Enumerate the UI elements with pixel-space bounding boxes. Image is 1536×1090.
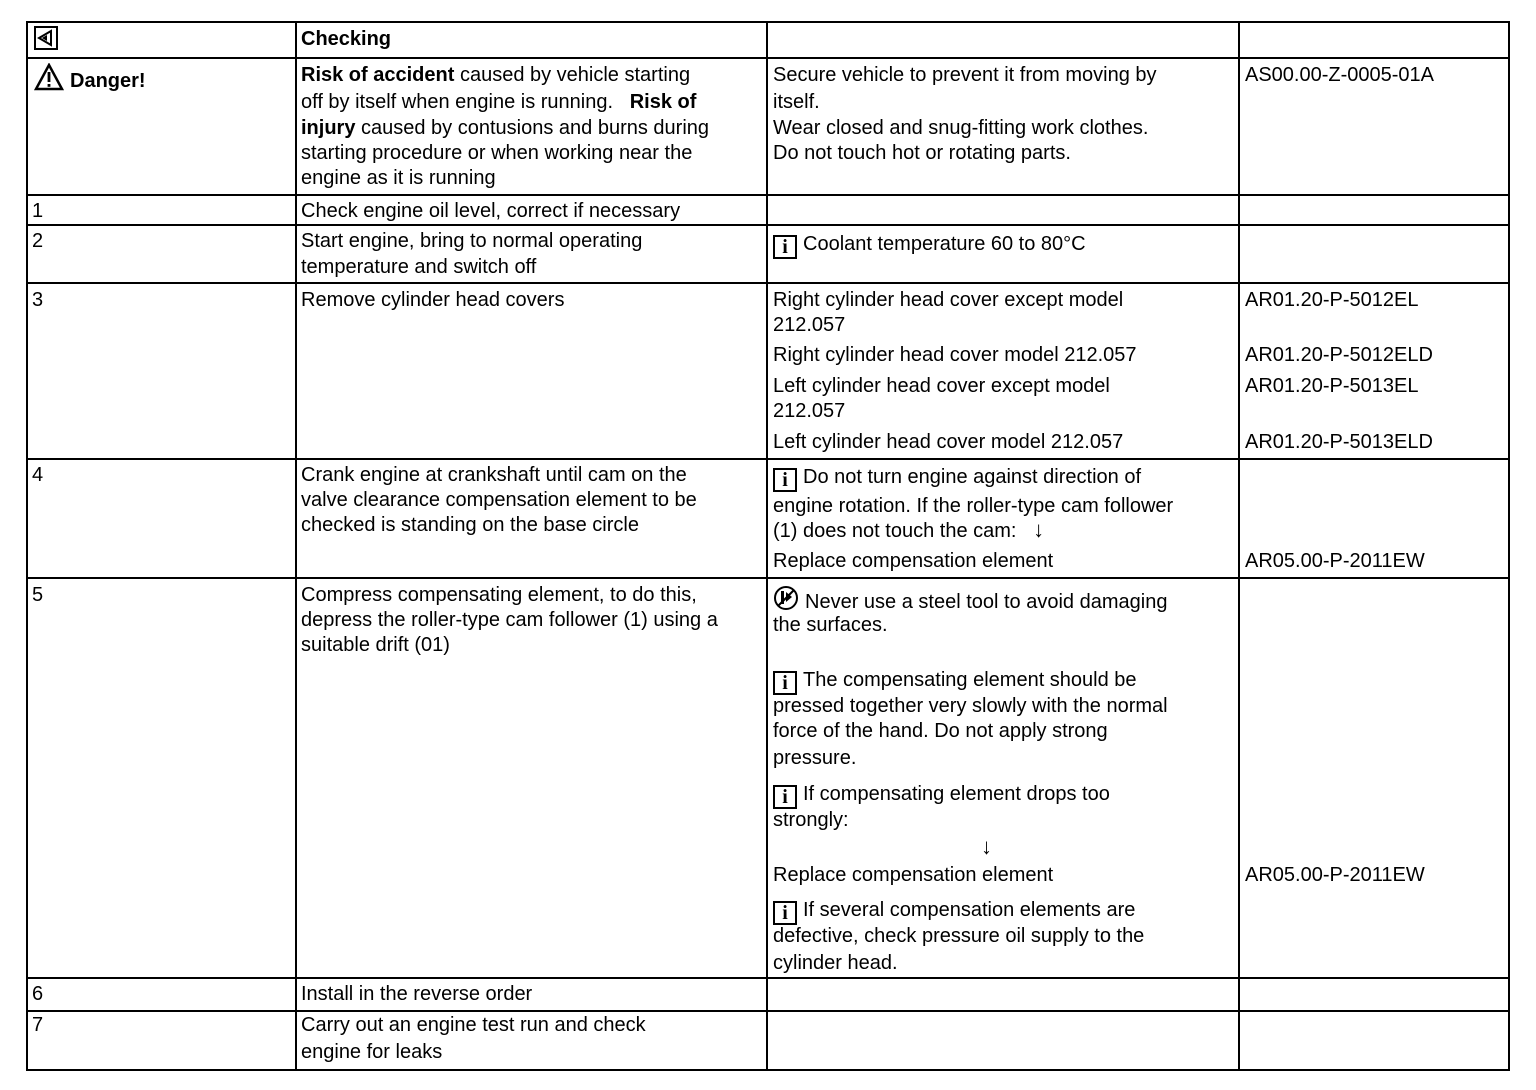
- step-number: 1: [32, 200, 44, 222]
- warning-triangle-icon: [34, 63, 64, 96]
- coolant-note: i Coolant temperature 60 to 80°C: [773, 232, 1086, 259]
- step-text: Compress compensating element, to do this,: [301, 584, 697, 606]
- step-text: temperature and switch off: [301, 256, 537, 278]
- replace-reference[interactable]: AR05.00-P-2011EW: [1245, 864, 1425, 886]
- risk-line-1: Risk of accident caused by vehicle starting: [301, 64, 691, 86]
- caution-note: the surfaces.: [773, 614, 888, 636]
- arrow-down-icon: ↓: [1033, 517, 1045, 542]
- risk-line-2: off by itself when engine is running. Risk of: [301, 91, 697, 113]
- safety-instruction-1: Secure vehicle to prevent it from moving by: [773, 64, 1157, 86]
- safety-instruction-4: Do not touch hot or rotating parts.: [773, 142, 1071, 164]
- step-number: 4: [32, 464, 44, 486]
- step-text: Crank engine at crankshaft until cam on the: [301, 464, 687, 486]
- cover-reference[interactable]: AR01.20-P-5013EL: [1245, 375, 1419, 397]
- cover-reference[interactable]: AR01.20-P-5012EL: [1245, 289, 1419, 311]
- step-text: Install in the reverse order: [301, 983, 533, 1005]
- risk-line-4: starting procedure or when working near the: [301, 142, 693, 164]
- step-text: suitable drift (01): [301, 634, 450, 656]
- pressing-note: pressure.: [773, 747, 857, 769]
- pressing-note: pressed together very slowly with the normal: [773, 695, 1168, 717]
- back-triangle-icon[interactable]: [34, 26, 58, 50]
- step-text: checked is standing on the base circle: [301, 514, 639, 536]
- step-text: depress the roller-type cam follower (1) using a: [301, 609, 718, 631]
- safety-instruction-3: Wear closed and snug-fitting work clothes.: [773, 117, 1149, 139]
- oil-supply-note: i If several compensation elements are: [773, 898, 1135, 925]
- step-text: Check engine oil level, correct if necessary: [301, 200, 681, 222]
- cover-item: Left cylinder head cover model 212.057: [773, 431, 1124, 453]
- risk-line-5: engine as it is running: [301, 167, 496, 189]
- step-number: 7: [32, 1014, 44, 1036]
- oil-supply-note: defective, check pressure oil supply to the: [773, 925, 1145, 947]
- cover-item: Right cylinder head cover except model: [773, 289, 1124, 311]
- info-icon: i: [773, 468, 797, 492]
- cover-item: Left cylinder head cover except model: [773, 375, 1110, 397]
- step-text: engine for leaks: [301, 1041, 443, 1063]
- rotation-note: engine rotation. If the roller-type cam follower: [773, 495, 1174, 517]
- step-text: Carry out an engine test run and check: [301, 1014, 646, 1036]
- cover-reference[interactable]: AR01.20-P-5013ELD: [1245, 431, 1433, 453]
- step-text: valve clearance compensation element to be: [301, 489, 697, 511]
- safety-instruction-2: itself.: [773, 91, 820, 113]
- cover-item: Right cylinder head cover model 212.057: [773, 344, 1137, 366]
- pressing-note: i The compensating element should be: [773, 668, 1137, 695]
- info-icon: i: [773, 671, 797, 695]
- info-icon: i: [773, 785, 797, 809]
- replace-instruction: Replace compensation element: [773, 550, 1054, 572]
- arrow-down-icon: ↓: [981, 834, 992, 859]
- step-number: 5: [32, 584, 44, 606]
- step-text: Start engine, bring to normal operating: [301, 230, 643, 252]
- drop-note: i If compensating element drops too: [773, 782, 1110, 809]
- rotation-note: (1) does not touch the cam: ↓: [773, 517, 1045, 542]
- section-title: Checking: [301, 28, 392, 50]
- risk-line-3: injury caused by contusions and burns during: [301, 117, 710, 139]
- pressing-note: force of the hand. Do not apply strong: [773, 720, 1108, 742]
- step-number: 6: [32, 983, 44, 1005]
- step-text: Remove cylinder head covers: [301, 289, 565, 311]
- replace-reference[interactable]: AR05.00-P-2011EW: [1245, 550, 1425, 572]
- rotation-note: i Do not turn engine against direction of: [773, 465, 1141, 492]
- safety-reference[interactable]: AS00.00-Z-0005-01A: [1245, 64, 1435, 86]
- replace-instruction: Replace compensation element: [773, 864, 1054, 886]
- procedure-table: [26, 21, 1510, 1071]
- info-icon: i: [773, 901, 797, 925]
- step-number: 3: [32, 289, 44, 311]
- drop-note: strongly:: [773, 809, 849, 831]
- cover-item: 212.057: [773, 314, 846, 336]
- oil-supply-note: cylinder head.: [773, 952, 898, 974]
- info-icon: i: [773, 235, 797, 259]
- step-number: 2: [32, 230, 44, 252]
- cover-reference[interactable]: AR01.20-P-5012ELD: [1245, 344, 1433, 366]
- cover-item: 212.057: [773, 400, 846, 422]
- danger-label: Danger!: [70, 70, 146, 92]
- caution-note: Never use a steel tool to avoid damaging: [773, 585, 1167, 619]
